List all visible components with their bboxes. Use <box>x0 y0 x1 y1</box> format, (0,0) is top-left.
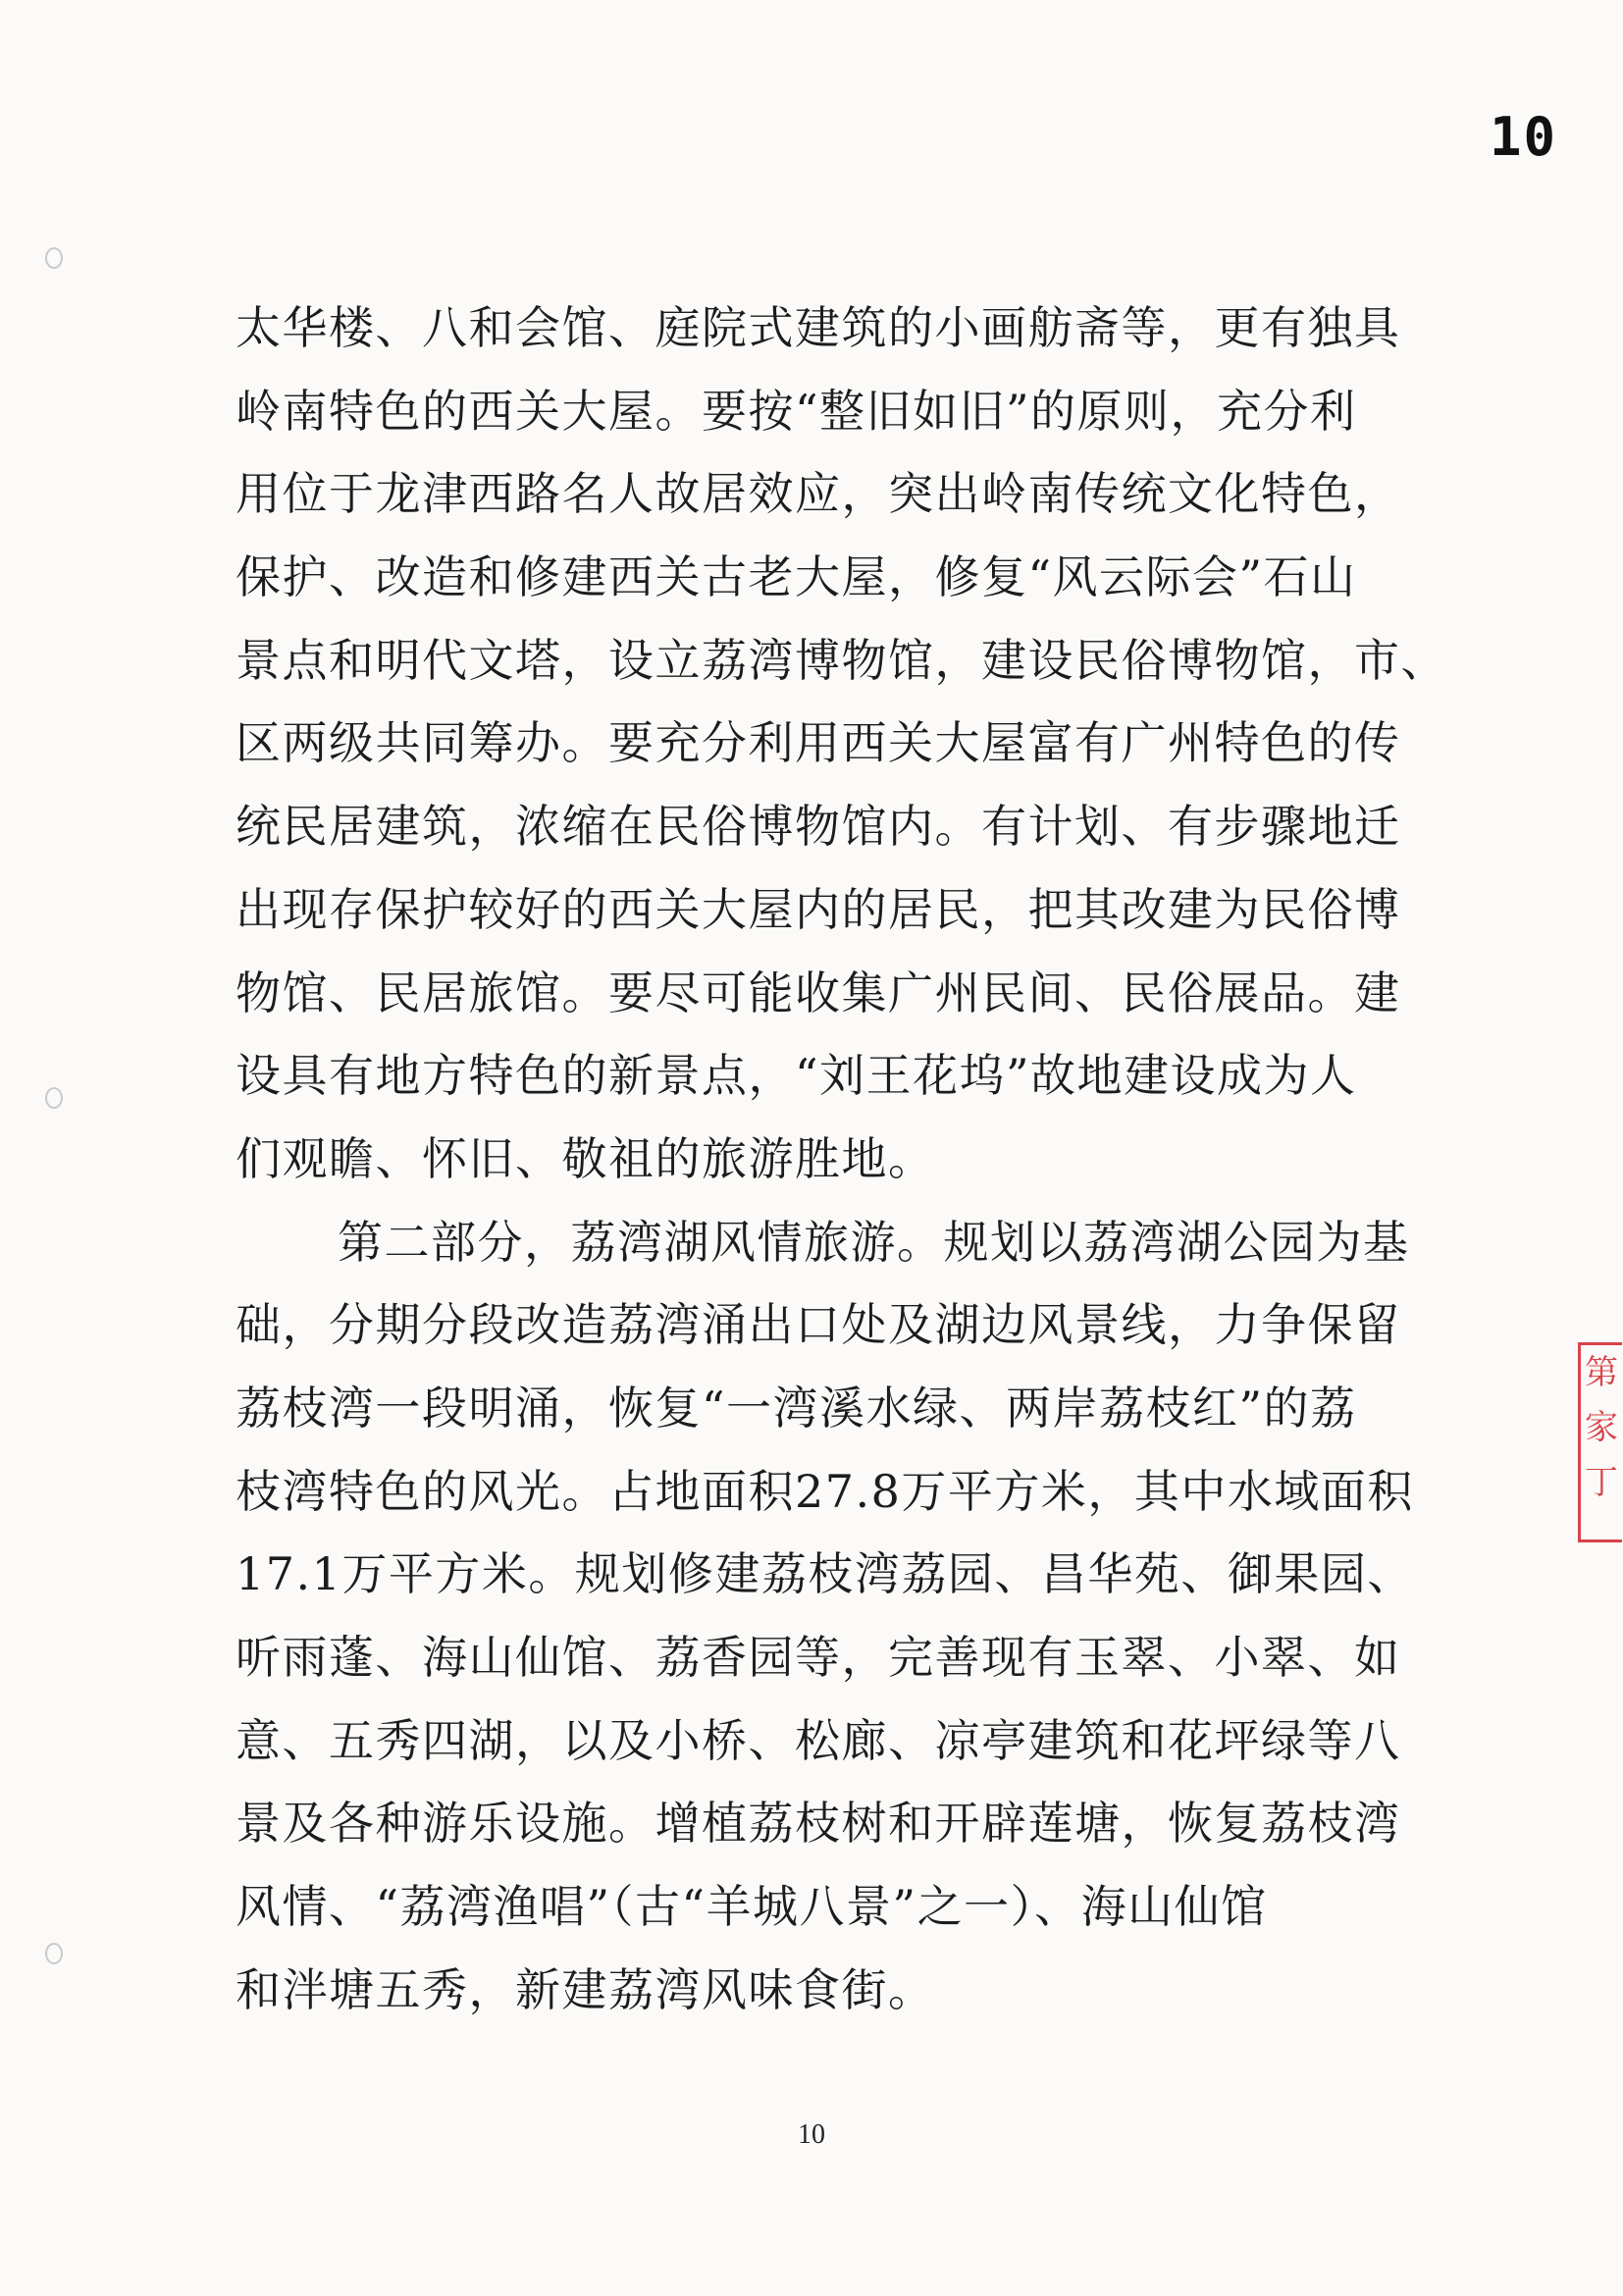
text-line: 荔枝湾一段明涌，恢复“一湾溪水绿、两岸荔枝红”的荔 <box>236 1381 1357 1435</box>
stamp-char: 家 <box>1585 1408 1618 1447</box>
text-line: 和泮塘五秀，新建荔湾风味食街。 <box>236 1962 935 2016</box>
text-line: 枝湾特色的风光。占地面积27.8万平方米，其中水域面积 <box>236 1464 1414 1518</box>
text-line: 统民居建筑，浓缩在民俗博物馆内。有计划、有步骤地迁 <box>236 800 1401 854</box>
text-line: 意、五秀四湖，以及小桥、松廊、凉亭建筑和花坪绿等八 <box>236 1713 1401 1767</box>
text-line: 出现存保护较好的西关大屋内的居民，把其改建为民俗博 <box>236 882 1401 936</box>
page-number-bottom: 10 <box>798 2119 825 2150</box>
stamp-char: 丁 <box>1585 1463 1618 1502</box>
text-line: 保护、改造和修建西关古老大屋，修复“风云际会”石山 <box>236 550 1357 604</box>
page-number-top: 10 <box>1490 106 1558 168</box>
text-line: 物馆、民居旅馆。要尽可能收集广州民间、民俗展品。建 <box>236 965 1401 1019</box>
text-line: 太华楼、八和会馆、庭院式建筑的小画舫斋等，更有独具 <box>236 301 1401 354</box>
binding-hole-mark <box>45 1087 63 1109</box>
text-line: 17.1万平方米。规划修建荔枝湾荔园、昌华苑、御果园、 <box>236 1547 1414 1601</box>
text-line: 景点和明代文塔，设立荔湾博物馆，建设民俗博物馆，市、 <box>236 633 1447 687</box>
text-line: 岭南特色的西关大屋。要按“整旧如旧”的原则，充分利 <box>236 384 1357 438</box>
red-stamp <box>1578 1342 1622 1542</box>
paragraph-first-line: 第二部分，荔湾湖风情旅游。规划以荔湾湖公园为基 <box>338 1215 1410 1269</box>
text-line: 风情、“荔湾渔唱”（古“羊城八景”之一）、海山仙馆 <box>236 1880 1268 1934</box>
text-line: 础，分期分段改造荔湾涌出口处及湖边风景线，力争保留 <box>236 1298 1401 1352</box>
text-line: 设具有地方特色的新景点，“刘王花坞”故地建设成为人 <box>236 1049 1357 1103</box>
body-text <box>236 287 1452 2031</box>
text-line: 区两级共同筹办。要充分利用西关大屋富有广州特色的传 <box>236 716 1401 770</box>
binding-hole-mark <box>45 1943 63 1964</box>
binding-hole-mark <box>45 247 63 269</box>
text-line: 用位于龙津西路名人故居效应，突出岭南传统文化特色， <box>236 467 1401 521</box>
text-line: 们观瞻、怀旧、敬祖的旅游胜地。 <box>236 1131 935 1185</box>
text-line: 景及各种游乐设施。增植荔枝树和开辟莲塘，恢复荔枝湾 <box>236 1797 1401 1851</box>
stamp-char: 第 <box>1585 1353 1618 1392</box>
text-line: 听雨蓬、海山仙馆、荔香园等，完善现有玉翠、小翠、如 <box>236 1631 1401 1684</box>
